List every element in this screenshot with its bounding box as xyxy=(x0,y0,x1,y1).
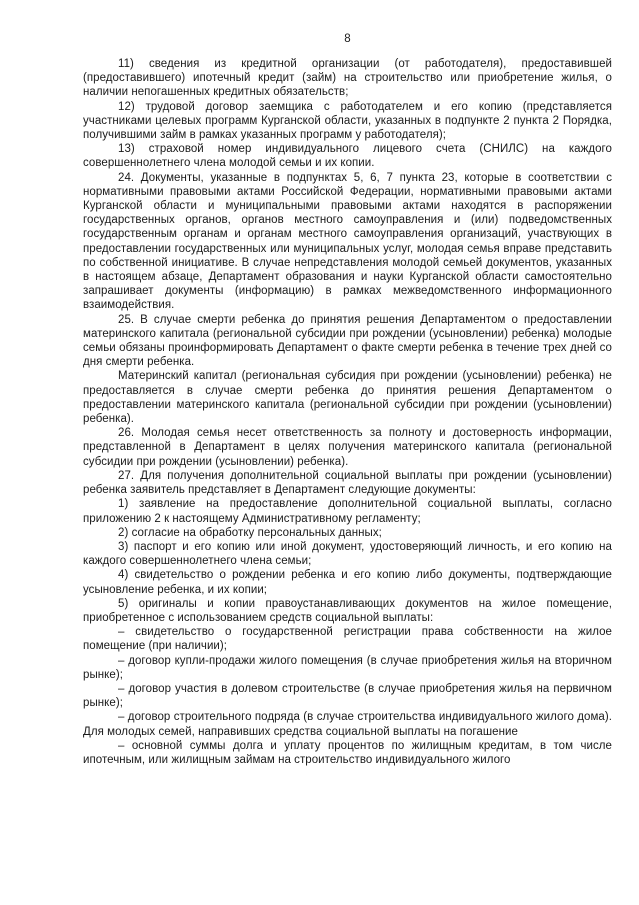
paragraph-13-snils: 13) страховой номер индивидуального лицевого счета (СНИЛС) на каждого совершеннолетнего члена молодой семьи и их копии. xyxy=(83,143,612,170)
list-item-3-passport: 3) паспорт и его копию или иной документ, удостоверяющий личность, и его копию на каждого совершеннолетнего члена семьи; xyxy=(83,540,612,568)
sub-item-shared-construction: – договор участия в долевом строительстве (в случае приобретения жилья на первичном рынке); xyxy=(83,682,612,710)
sub-item-sale-contract: – договор купли-продажи жилого помещения (в случае приобретения жилья на вторичном рынке); xyxy=(83,654,612,681)
list-item-4-birth-certificate: 4) свидетельство о рождении ребенка и его копию либо документы, подтверждающие усыновление ребенка, и их копии; xyxy=(83,569,612,596)
sub-item-loan-repayment: – основной суммы долга и уплату процентов по жилищным кредитам, в том числе ипотечным, или жилищным займам на строительство индивидуального жилого xyxy=(83,739,612,766)
list-item-2-consent: 2) согласие на обработку персональных данных; xyxy=(118,526,382,539)
sub-item-registration-certificate: – свидетельство о государственной регистрации права собственности на жилое помещение (при наличии); xyxy=(83,626,612,653)
paragraph-24-documents: 24. Документы, указанные в подпунктах 5, 6, 7 пункта 23, которые в соответствии с нормативными правовыми актами Российской Федерации, нормативными правовыми актами Курганской области и муниципальными правовыми актами находятся в распоряжении государственных органов, органов местного самоуправления и (или) подведомственных государственным органам и органам местного самоуправления организаций, участвующих в предоставлении государственных или муниципальных услуг, молодая семья вправе представить по собственной инициативе. В случае непредставления молодой семьей документов, указанных в настоящем абзаце, Департамент образования и науки Курганской области самостоятельно запрашивает документы (информацию) в рамках межведомственного информационного взаимодействия. xyxy=(83,171,612,312)
paragraph-11-credit-info: 11) сведения из кредитной организации (от работодателя), предоставившей (предоставившего) ипотечный кредит (займ) на строительство или приобретение жилья, о наличии непогашенных кредитных обязательств; xyxy=(83,58,612,99)
paragraph-26-responsibility: 26. Молодая семья несет ответственность за полноту и достоверность информации, представленной в Департамент в целях получения материнского капитала (региональной субсидии при рождении (усыновлении) ребенка). xyxy=(83,427,612,468)
paragraph-25-child-death: 25. В случае смерти ребенка до принятия решения Департаментом о предоставлении материнского капитала (региональной субсидии при рождении (усыновлении) ребенка) молодые семьи обязаны проинформировать Департамент о факте смерти ребенка в течение трех дней со дня смерти ребенка. xyxy=(83,313,612,369)
paragraph-maternity-capital: Материнский капитал (региональная субсидия при рождении (усыновлении) ребенка) не предоставляется в случае смерти ребенка до принятия решения Департаментом о предоставлении материнского капитала (региональной субсидии при рождении (усыновлении) ребенка). xyxy=(83,370,612,426)
sub-item-construction-contract: – договор строительного подряда (в случае строительства индивидуального жилого дома). Для молодых семей, направивших средства социальной выплаты на погашение xyxy=(83,711,612,738)
list-item-5-title-documents: 5) оригиналы и копии правоустанавливающих документов на жилое помещение, приобретенное с использованием средств социальной выплаты: xyxy=(83,597,612,624)
list-item-1-application: 1) заявление на предоставление дополнительной социальной выплаты, согласно приложению 2 к настоящему Административному регламенту; xyxy=(83,498,612,525)
page-number: 8 xyxy=(344,33,351,45)
paragraph-12-labor-contract: 12) трудовой договор заемщика с работодателем и его копию (представляется участниками целевых программ Курганской области, указанных в подпункте 2 пункта 2 Порядка, получившими займ в рамках указанных программ у работодателя); xyxy=(83,100,612,142)
paragraph-27-additional-payment: 27. Для получения дополнительной социальной выплаты при рождении (усыновлении) ребенка заявитель представляет в Департамент следующие документы: xyxy=(83,469,612,497)
